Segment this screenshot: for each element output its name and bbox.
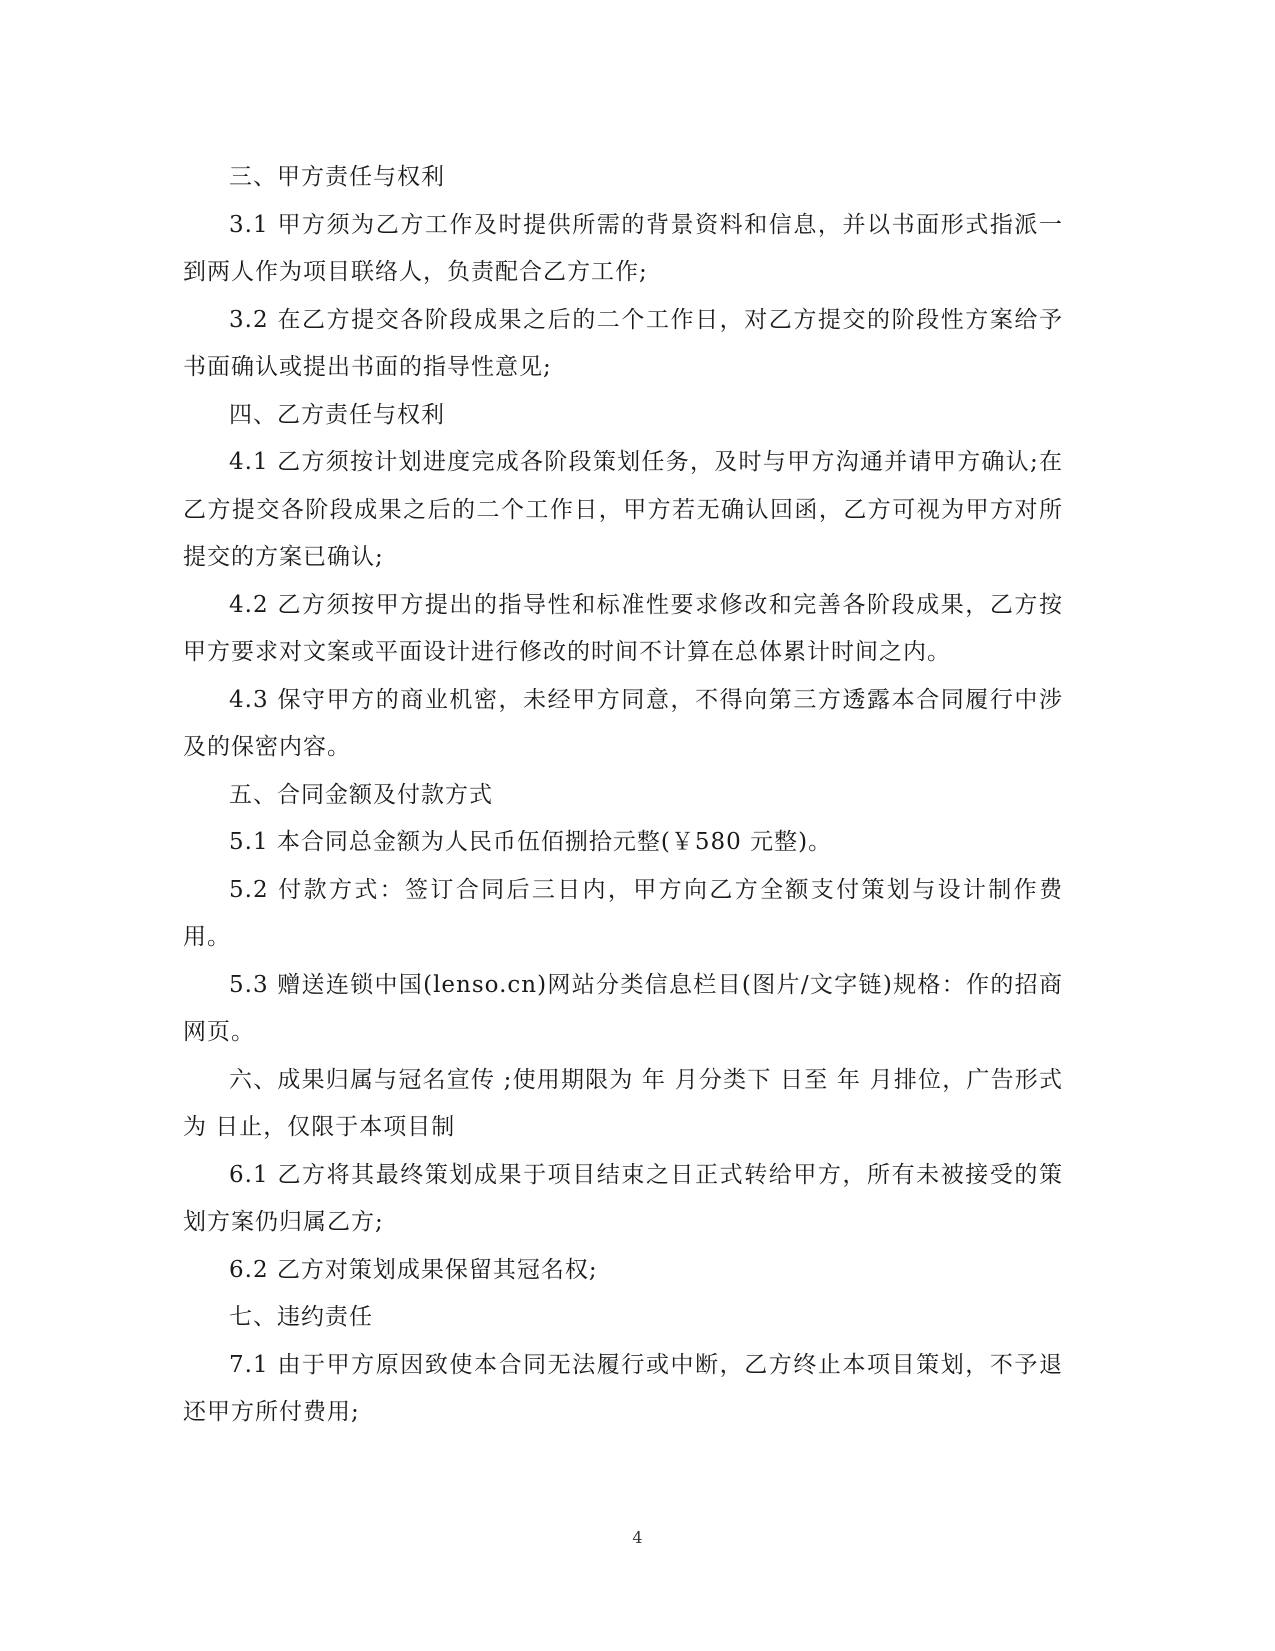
clause-4-3: 4.3 保守甲方的商业机密，未经甲方同意，不得向第三方透露本合同履行中涉及的保密内容。	[183, 686, 1063, 760]
clause-5-1: 5.1 本合同总金额为人民币伍佰捌拾元整(￥580 元整)。	[229, 829, 833, 855]
section-heading-3: 三、甲方责任与权利	[229, 164, 445, 190]
clause-4-1: 4.1 乙方须按计划进度完成各阶段策划任务，及时与甲方沟通并请甲方确认;在乙方提交各阶段成果之后的二个工作日，甲方若无确认回函，乙方可视为甲方对所提交的方案已确认;	[183, 449, 1063, 570]
section-heading-7: 七、违约责任	[229, 1304, 373, 1330]
document-body	[183, 154, 1063, 1437]
clause-4-2: 4.2 乙方须按甲方提出的指导性和标准性要求修改和完善各阶段成果，乙方按甲方要求对文案或平面设计进行修改的时间不计算在总体累计时间之内。	[183, 591, 1063, 665]
section-heading-4: 四、乙方责任与权利	[229, 401, 445, 428]
clause-6-2: 6.2 乙方对策划成果保留其冠名权;	[229, 1256, 598, 1283]
clause-3-2: 3.2 在乙方提交各阶段成果之后的二个工作日，对乙方提交的阶段性方案给予书面确认或提出书面的指导性意见;	[183, 306, 1063, 380]
section-heading-5: 五、合同金额及付款方式	[229, 781, 493, 808]
clause-3-1: 3.1 甲方须为乙方工作及时提供所需的背景资料和信息，并以书面形式指派一到两人作为项目联络人，负责配合乙方工作;	[183, 211, 1063, 285]
section-heading-6: 六、成果归属与冠名宣传 ;使用期限为 年 月分类下 日至 年 月排位，广告形式为 日止，仅限于本项目制	[183, 1066, 1063, 1140]
clause-5-2: 5.2 付款方式：签订合同后三日内，甲方向乙方全额支付策划与设计制作费用。	[183, 876, 1063, 950]
page-number: 4	[632, 1528, 643, 1547]
clause-6-1: 6.1 乙方将其最终策划成果于项目结束之日正式转给甲方，所有未被接受的策划方案仍归属乙方;	[183, 1161, 1063, 1235]
clause-5-3: 5.3 赠送连锁中国(lenso.cn)网站分类信息栏目(图片/文字链)规格：作的招商网页。	[183, 971, 1063, 1045]
clause-7-1: 7.1 由于甲方原因致使本合同无法履行或中断，乙方终止本项目策划，不予退还甲方所付费用;	[183, 1351, 1063, 1425]
